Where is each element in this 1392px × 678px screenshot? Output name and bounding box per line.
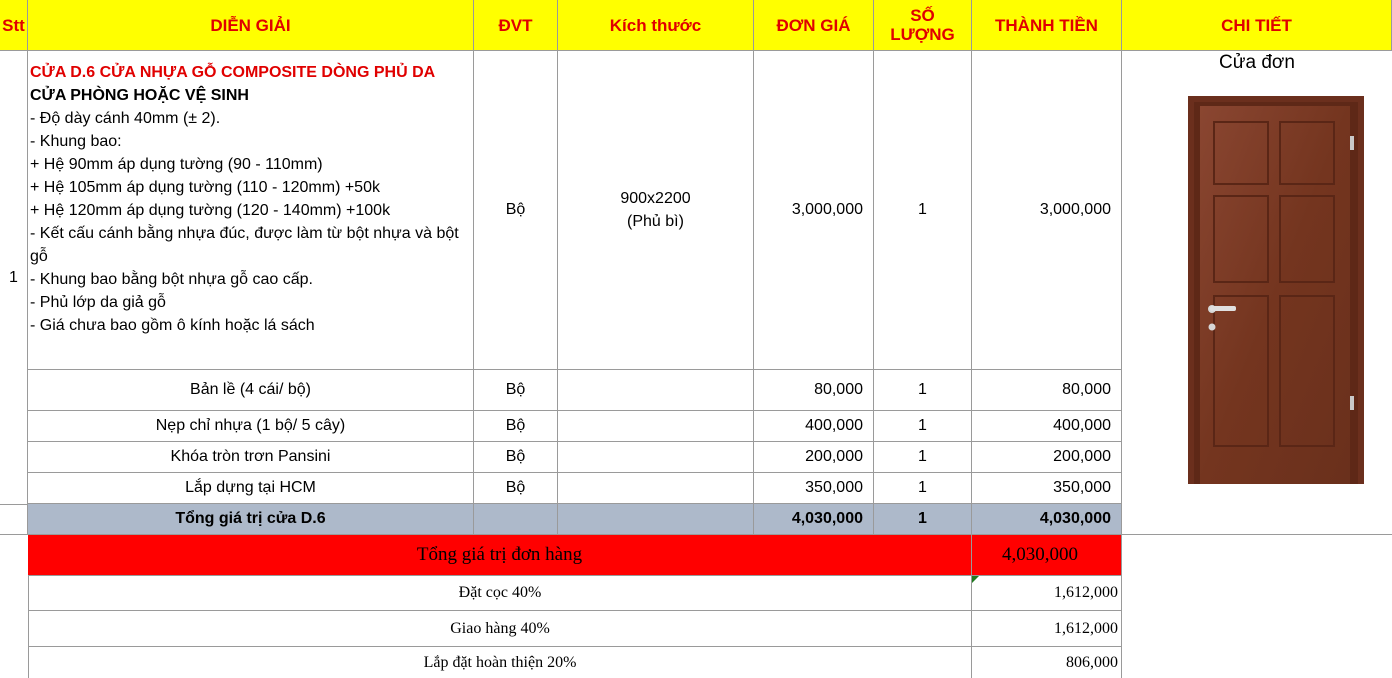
payment-value-1[interactable] — [972, 611, 1122, 647]
payment-label-2[interactable] — [28, 647, 972, 678]
subtotal-don-gia-value: 4,030,000 — [791, 510, 863, 527]
header-dien-giai-label: DIỄN GIẢI — [210, 15, 291, 35]
payment-label-text: Lắp đặt hoàn thiện 20% — [423, 653, 577, 671]
order-total-label[interactable] — [28, 535, 972, 576]
detail-caption: Cửa đơn — [1219, 52, 1295, 73]
accessory-name-label: Bản lề (4 cái/ bộ) — [190, 381, 311, 398]
accessory-name-label: Khóa tròn trơn Pansini — [170, 448, 331, 465]
spec-line: + Hệ 90mm áp dụng tường (90 - 110mm) — [30, 156, 323, 173]
main-dvt[interactable] — [474, 51, 558, 370]
stt-value: 1 — [9, 269, 18, 286]
header-so-luong-label: SỐ LƯỢNG — [890, 6, 955, 44]
accessory-name-3[interactable] — [28, 473, 474, 504]
size-value: 900x2200 — [620, 190, 691, 207]
spec-line: + Hệ 120mm áp dụng tường (120 - 140mm) +100k — [30, 202, 391, 219]
payment-label-text: Giao hàng 40% — [450, 619, 550, 637]
spec-line: - Kết cấu cánh bằng nhựa đúc, được làm từ bột nhựa và bột gỗ — [30, 225, 459, 265]
subtotal-thanh-tien-value: 4,030,000 — [1039, 510, 1111, 527]
subtotal-size[interactable] — [558, 504, 754, 535]
header-dvt-label: ĐVT — [498, 15, 533, 35]
accessory-thanh-tien-label: 350,000 — [1053, 479, 1111, 496]
header-thanh-tien-label: THÀNH TIỀN — [995, 15, 1098, 35]
header-chi-tiet[interactable] — [1122, 0, 1392, 51]
header-chi-tiet-label: CHI TIẾT — [1221, 15, 1292, 35]
main-thanh-tien[interactable] — [972, 51, 1122, 370]
order-total-value[interactable] — [972, 535, 1122, 576]
accessory-don-gia-2[interactable] — [754, 442, 874, 473]
accessory-thanh-tien-2[interactable] — [972, 442, 1122, 473]
accessory-size-2[interactable] — [558, 442, 754, 473]
subtotal-so-luong-value: 1 — [918, 510, 927, 527]
main-dvt-value: Bộ — [505, 201, 526, 218]
accessory-so-luong-1[interactable] — [874, 411, 972, 442]
main-thanh-tien-value: 3,000,000 — [1039, 201, 1111, 218]
header-so-luong[interactable] — [874, 0, 972, 51]
spec-line: - Phủ lớp da giả gỗ — [30, 294, 166, 311]
spec-line: + Hệ 105mm áp dụng tường (110 - 120mm) +50k — [30, 179, 380, 196]
main-so-luong[interactable] — [874, 51, 972, 370]
accessory-dvt-0[interactable] — [474, 370, 558, 411]
subtotal-so-luong[interactable] — [874, 504, 972, 535]
accessory-name-label: Lắp dựng tại HCM — [185, 479, 316, 496]
spec-line: - Khung bao bằng bột nhựa gỗ cao cấp. — [30, 271, 313, 288]
payment-label-0[interactable] — [28, 576, 972, 611]
accessory-dvt-label: Bộ — [505, 479, 526, 496]
accessory-so-luong-2[interactable] — [874, 442, 972, 473]
accessory-don-gia-label: 200,000 — [805, 448, 863, 465]
payment-label-text: Đặt cọc 40% — [458, 584, 542, 601]
header-dien-giai[interactable] — [28, 0, 474, 51]
spec-line: - Giá chưa bao gồm ô kính hoặc lá sách — [30, 317, 315, 334]
accessory-don-gia-1[interactable] — [754, 411, 874, 442]
accessory-dvt-2[interactable] — [474, 442, 558, 473]
accessory-thanh-tien-1[interactable] — [972, 411, 1122, 442]
header-dvt[interactable] — [474, 0, 558, 51]
accessory-so-luong-label: 1 — [918, 448, 927, 465]
subtotal-dvt[interactable] — [474, 504, 558, 535]
accessory-don-gia-label: 400,000 — [805, 417, 863, 434]
accessory-don-gia-label: 80,000 — [814, 381, 863, 398]
subtotal-label[interactable] — [28, 504, 474, 535]
accessory-name-label: Nẹp chỉ nhựa (1 bộ/ 5 cây) — [155, 417, 346, 434]
header-stt[interactable] — [0, 0, 28, 51]
subtotal-don-gia[interactable] — [754, 504, 874, 535]
accessory-dvt-label: Bộ — [505, 381, 526, 398]
accessory-so-luong-3[interactable] — [874, 473, 972, 504]
door-icon — [1188, 96, 1364, 484]
accessory-so-luong-0[interactable] — [874, 370, 972, 411]
header-kich-thuoc-label: Kích thước — [609, 15, 702, 35]
header-thanh-tien[interactable] — [972, 0, 1122, 51]
accessory-name-0[interactable] — [28, 370, 474, 411]
accessory-size-1[interactable] — [558, 411, 754, 442]
spec-line: - Khung bao: — [30, 133, 122, 150]
accessory-name-2[interactable] — [28, 442, 474, 473]
accessory-thanh-tien-label: 200,000 — [1053, 448, 1111, 465]
payment-value-text: 806,000 — [1066, 653, 1118, 671]
header-stt-label: Stt — [2, 15, 25, 35]
accessory-name-1[interactable] — [28, 411, 474, 442]
stt-cell[interactable] — [0, 51, 28, 505]
subtotal-thanh-tien[interactable] — [972, 504, 1122, 535]
product-title: CỬA D.6 CỬA NHỰA GỖ COMPOSITE DÒNG PHỦ DA — [30, 64, 436, 81]
accessory-thanh-tien-0[interactable] — [972, 370, 1122, 411]
accessory-thanh-tien-label: 80,000 — [1062, 381, 1111, 398]
accessory-so-luong-label: 1 — [918, 381, 927, 398]
accessory-don-gia-label: 350,000 — [805, 479, 863, 496]
main-don-gia-value: 3,000,000 — [791, 201, 863, 218]
header-kich-thuoc[interactable] — [558, 0, 754, 51]
accessory-don-gia-3[interactable] — [754, 473, 874, 504]
spec-line: - Độ dày cánh 40mm (± 2). — [30, 110, 221, 127]
header-don-gia[interactable] — [754, 0, 874, 51]
subtotal-label-text: Tổng giá trị cửa D.6 — [175, 510, 326, 527]
product-subtitle: CỬA PHÒNG HOẶC VỆ SINH — [30, 87, 249, 104]
payment-label-1[interactable] — [28, 611, 972, 647]
order-total-value-text: 4,030,000 — [1002, 544, 1078, 565]
accessory-dvt-label: Bộ — [505, 448, 526, 465]
main-so-luong-value: 1 — [918, 201, 927, 218]
subtotal-stt[interactable] — [0, 504, 28, 535]
accessory-size-0[interactable] — [558, 370, 754, 411]
payment-value-2[interactable] — [972, 647, 1122, 678]
accessory-thanh-tien-label: 400,000 — [1053, 417, 1111, 434]
order-total-label-text: Tổng giá trị đơn hàng — [416, 544, 583, 565]
accessory-don-gia-0[interactable] — [754, 370, 874, 411]
payment-value-text: 1,612,000 — [1054, 584, 1118, 601]
accessory-thanh-tien-3[interactable] — [972, 473, 1122, 504]
accessory-dvt-3[interactable] — [474, 473, 558, 504]
accessory-dvt-1[interactable] — [474, 411, 558, 442]
main-size[interactable] — [558, 51, 754, 370]
accessory-so-luong-label: 1 — [918, 479, 927, 496]
header-don-gia-label: ĐƠN GIÁ — [776, 15, 851, 35]
payment-value-0[interactable] — [972, 576, 1122, 611]
accessory-size-3[interactable] — [558, 473, 754, 504]
accessory-so-luong-label: 1 — [918, 417, 927, 434]
main-don-gia[interactable] — [754, 51, 874, 370]
size-note: (Phủ bì) — [627, 213, 684, 230]
door-image — [1188, 96, 1364, 484]
payment-value-text: 1,612,000 — [1054, 619, 1118, 637]
main-description — [30, 61, 470, 337]
accessory-dvt-label: Bộ — [505, 417, 526, 434]
